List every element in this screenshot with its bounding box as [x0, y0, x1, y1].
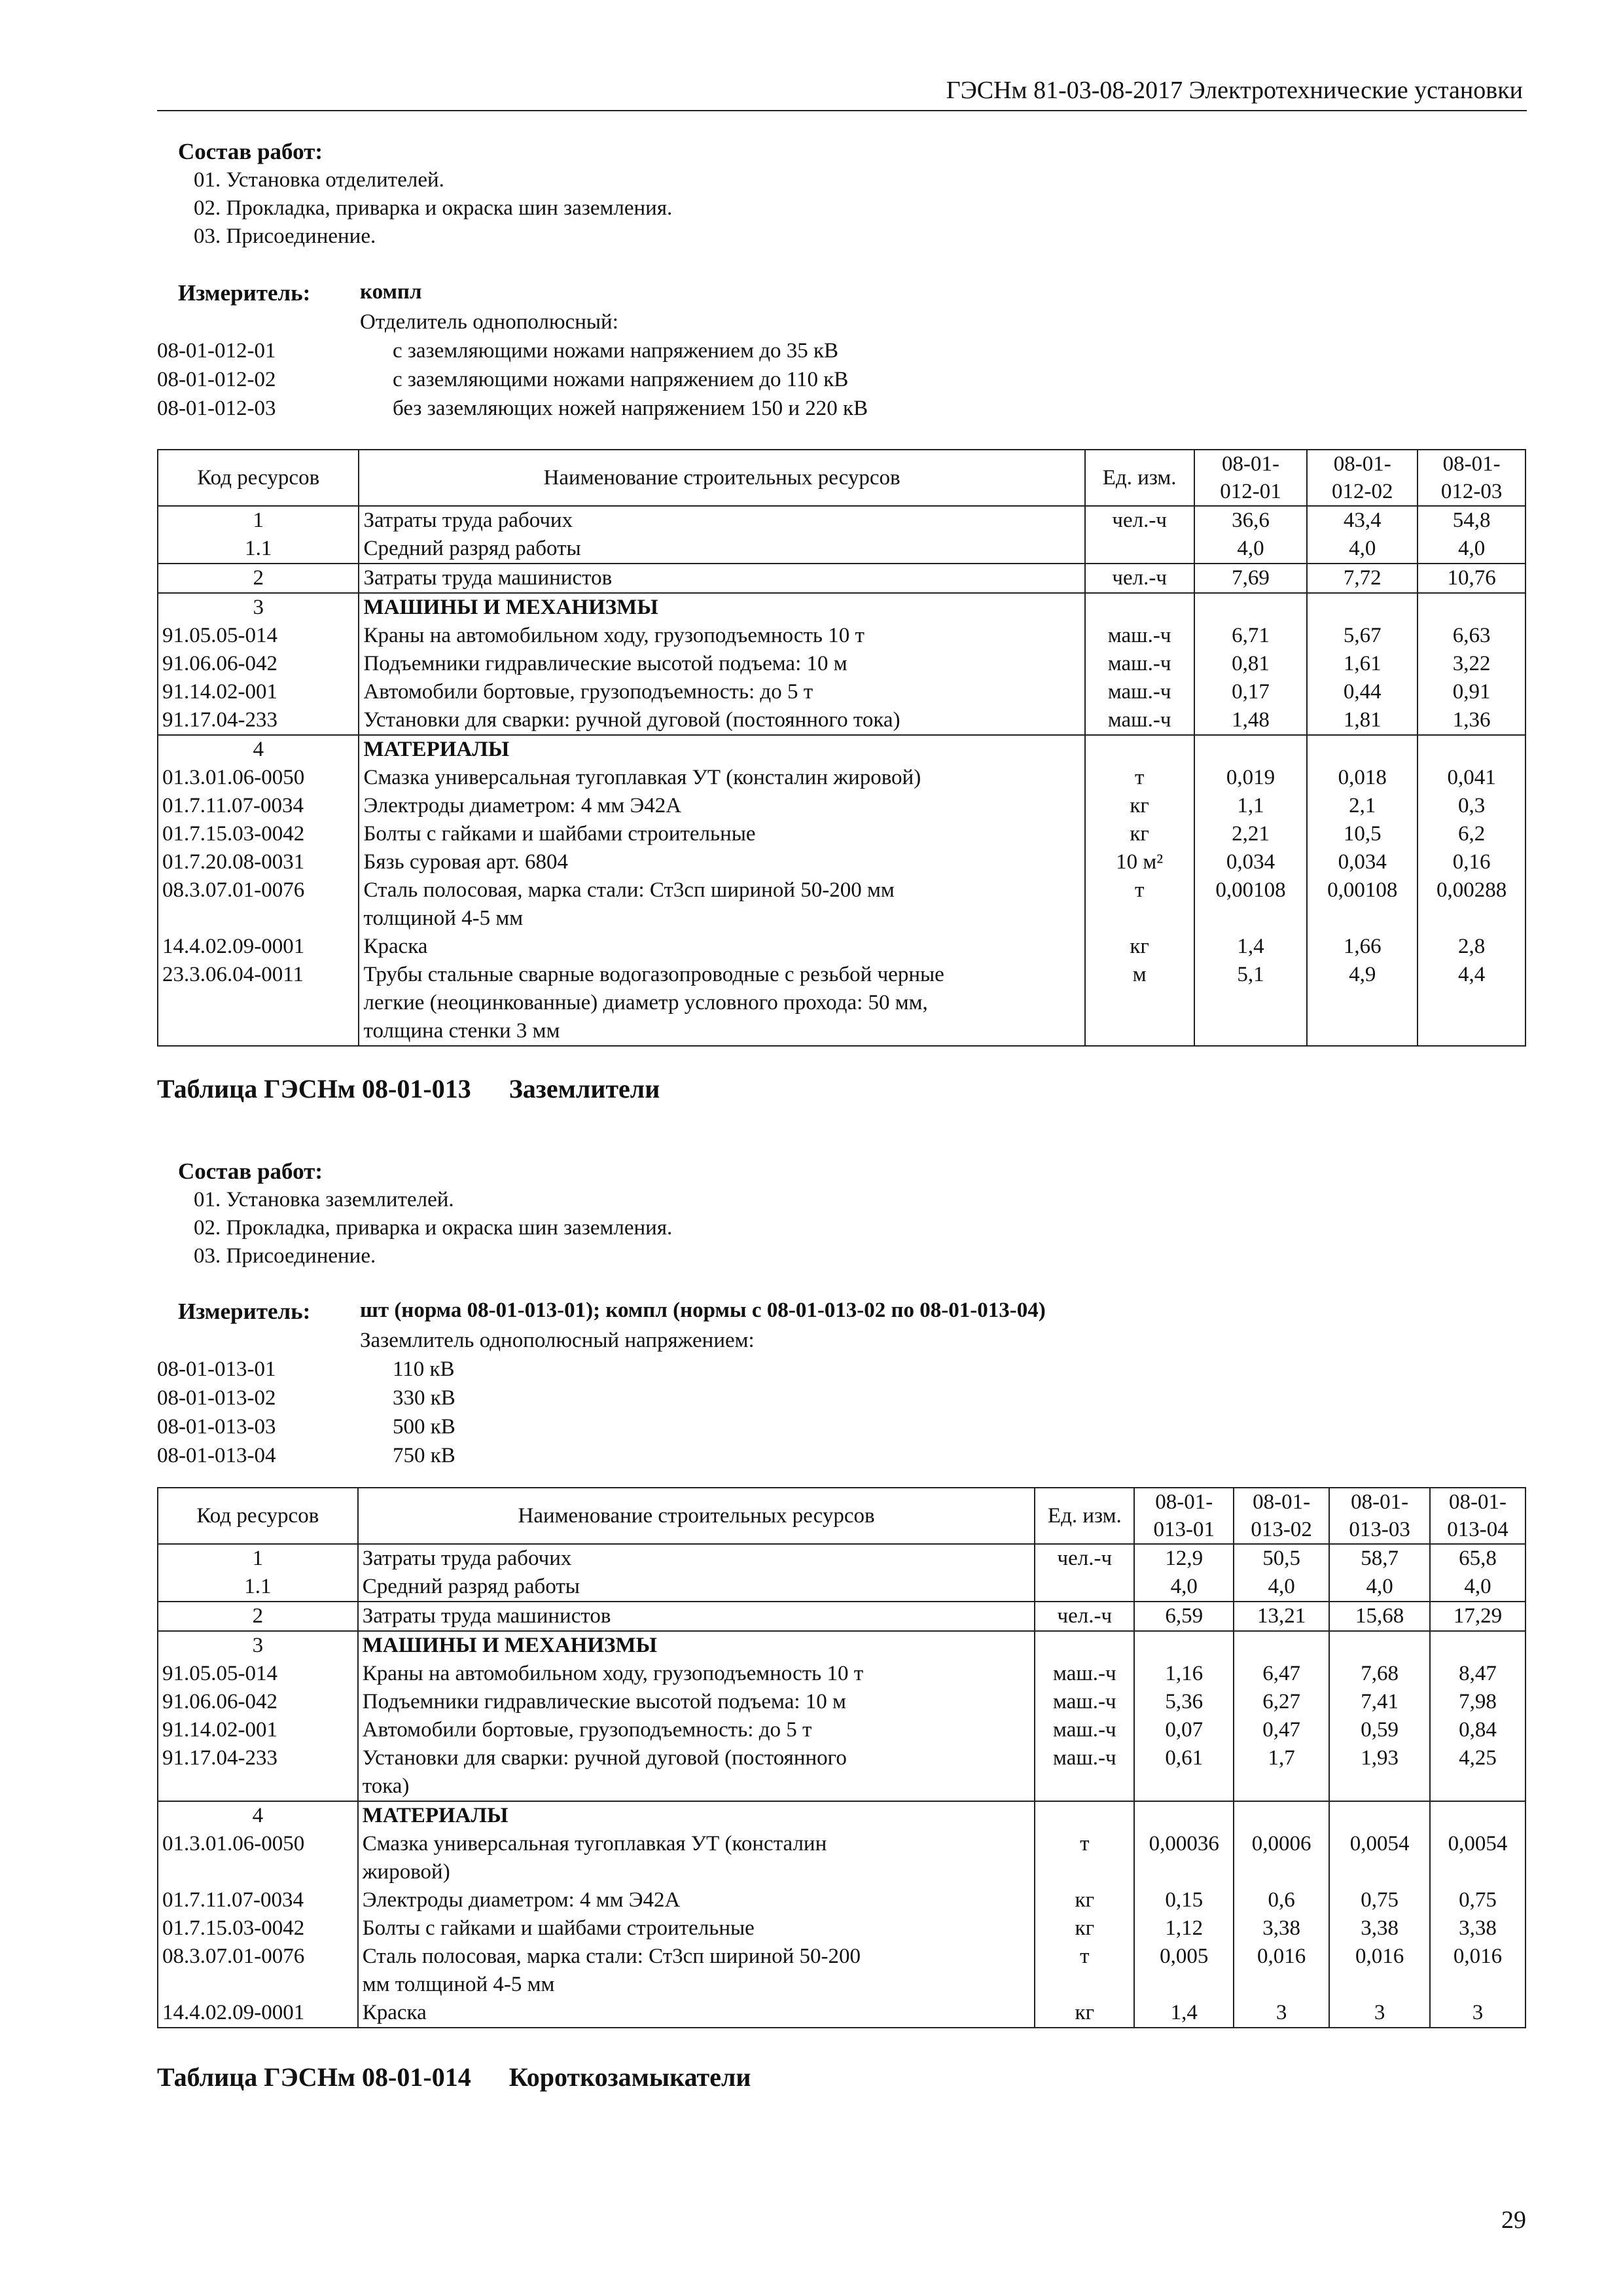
resource-value: 0,016	[1329, 1943, 1430, 1999]
work-composition-title: Состав работ:	[178, 1158, 323, 1184]
column-header: 08-01- 013-02	[1234, 1488, 1329, 1544]
resource-value	[1234, 1801, 1329, 1830]
resource-value: 2,21	[1194, 820, 1308, 848]
resource-code: 01.3.01.06-0050	[158, 1830, 358, 1886]
resource-name: МАШИНЫ И МЕХАНИЗМЫ	[359, 593, 1084, 622]
resource-unit: чел.-ч	[1085, 506, 1194, 535]
resource-value: 3,38	[1329, 1914, 1430, 1943]
resource-code: 14.4.02.09-0001	[158, 1999, 358, 2028]
resource-value: 0,00288	[1418, 876, 1525, 933]
resource-code: 91.17.04-233	[158, 1744, 358, 1801]
resource-name: Сталь полосовая, марка стали: Ст3сп шириной 50-200 мм толщиной 4-5 мм	[358, 1943, 1035, 1999]
resource-value: 7,41	[1329, 1688, 1430, 1716]
resource-value: 6,2	[1418, 820, 1525, 848]
table-row	[158, 1830, 1525, 1886]
resource-value	[1307, 735, 1418, 764]
table-row	[158, 1688, 1525, 1716]
resource-name: Смазка универсальная тугоплавкая УТ (консталин жировой)	[358, 1830, 1035, 1886]
resource-unit: чел.-ч	[1035, 1544, 1134, 1573]
norm-text: 330 кВ	[393, 1386, 455, 1410]
resource-value: 7,98	[1430, 1688, 1525, 1716]
resource-value: 3	[1430, 1999, 1525, 2028]
resource-code: 2	[158, 564, 359, 593]
resource-value: 0,75	[1329, 1886, 1430, 1914]
resource-value: 0,75	[1430, 1886, 1525, 1914]
resource-unit: маш.-ч	[1035, 1744, 1134, 1801]
norm-text: 110 кВ	[393, 1357, 455, 1381]
resource-value: 1,81	[1307, 706, 1418, 735]
resource-value: 8,47	[1430, 1660, 1525, 1688]
resource-value: 15,68	[1329, 1602, 1430, 1631]
resource-value	[1430, 1801, 1525, 1830]
resource-name: Болты с гайками и шайбами строительные	[358, 1914, 1035, 1943]
column-header: 08-01- 012-02	[1307, 450, 1418, 506]
resource-code: 08.3.07.01-0076	[158, 876, 359, 933]
resource-code: 01.3.01.06-0050	[158, 764, 359, 792]
resource-value: 3	[1329, 1999, 1430, 2028]
resource-value: 0,034	[1307, 848, 1418, 876]
column-header: 08-01- 012-01	[1194, 450, 1308, 506]
resource-value: 6,47	[1234, 1660, 1329, 1688]
resource-value: 54,8	[1418, 506, 1525, 535]
table-row	[158, 1573, 1525, 1602]
resource-code: 91.14.02-001	[158, 1716, 358, 1744]
resource-value: 3	[1234, 1999, 1329, 2028]
resource-value: 6,71	[1194, 622, 1308, 650]
resource-value: 1,1	[1194, 792, 1308, 820]
resource-name: Краны на автомобильном ходу, грузоподъемность 10 т	[359, 622, 1084, 650]
resource-code: 01.7.15.03-0042	[158, 820, 359, 848]
table-row	[158, 1914, 1525, 1943]
resource-value: 10,76	[1418, 564, 1525, 593]
resource-value: 4,0	[1194, 535, 1308, 564]
resource-code: 3	[158, 1631, 358, 1660]
resource-value: 7,69	[1194, 564, 1308, 593]
resource-unit: маш.-ч	[1085, 706, 1194, 735]
norm-text: с заземляющими ножами напряжением до 35 кВ	[393, 339, 839, 363]
table-row	[158, 506, 1525, 535]
resource-table-2	[157, 1487, 1526, 2028]
resource-code: 91.06.06-042	[158, 650, 359, 678]
column-header: 08-01- 012-03	[1418, 450, 1525, 506]
norm-text: без заземляющих ножей напряжением 150 и 220 кВ	[393, 397, 868, 420]
table-row	[158, 820, 1525, 848]
table-row	[158, 1660, 1525, 1688]
table-row	[158, 678, 1525, 706]
resource-unit: кг	[1085, 933, 1194, 961]
column-header: Ед. изм.	[1035, 1488, 1134, 1544]
resource-name: Затраты труда рабочих	[359, 506, 1084, 535]
resource-code: 1.1	[158, 1573, 358, 1602]
resource-value: 0,041	[1418, 764, 1525, 792]
resource-value: 1,61	[1307, 650, 1418, 678]
resource-unit: маш.-ч	[1035, 1716, 1134, 1744]
resource-name: Электроды диаметром: 4 мм Э42А	[359, 792, 1084, 820]
resource-unit: кг	[1085, 820, 1194, 848]
resource-value	[1418, 593, 1525, 622]
meter-value: компл	[360, 280, 422, 304]
norm-code: 08-01-013-04	[157, 1444, 276, 1467]
resource-value	[1418, 735, 1525, 764]
norm-code: 08-01-013-03	[157, 1415, 276, 1439]
resource-value: 0,00036	[1134, 1830, 1234, 1886]
column-header: Код ресурсов	[158, 1488, 358, 1544]
resource-value: 0,016	[1430, 1943, 1525, 1999]
column-header: Наименование строительных ресурсов	[358, 1488, 1035, 1544]
table-row	[158, 564, 1525, 593]
resource-unit: т	[1085, 876, 1194, 933]
table-row	[158, 933, 1525, 961]
resource-value: 1,12	[1134, 1914, 1234, 1943]
resource-unit	[1085, 535, 1194, 564]
resource-value: 12,9	[1134, 1544, 1234, 1573]
resource-name: Установки для сварки: ручной дуговой (постоянного тока)	[359, 706, 1084, 735]
resource-unit	[1085, 735, 1194, 764]
resource-value: 4,0	[1307, 535, 1418, 564]
resource-value: 7,72	[1307, 564, 1418, 593]
table-row	[158, 764, 1525, 792]
resource-unit: кг	[1085, 792, 1194, 820]
work-item: 03. Присоединение.	[194, 1244, 376, 1268]
table-row	[158, 593, 1525, 622]
norm-code: 08-01-013-02	[157, 1386, 276, 1410]
resource-value: 5,36	[1134, 1688, 1234, 1716]
resource-code: 4	[158, 735, 359, 764]
resource-code: 14.4.02.09-0001	[158, 933, 359, 961]
resource-value: 0,61	[1134, 1744, 1234, 1801]
resource-value: 1,36	[1418, 706, 1525, 735]
resource-value: 6,27	[1234, 1688, 1329, 1716]
resource-name: Краны на автомобильном ходу, грузоподъемность 10 т	[358, 1660, 1035, 1688]
resource-value: 1,66	[1307, 933, 1418, 961]
resource-value: 4,9	[1307, 961, 1418, 1046]
resource-unit: т	[1085, 764, 1194, 792]
resource-name: Подъемники гидравлические высотой подъема: 10 м	[359, 650, 1084, 678]
column-header: Наименование строительных ресурсов	[359, 450, 1084, 506]
resource-value: 2,1	[1307, 792, 1418, 820]
resource-value: 0,59	[1329, 1716, 1430, 1744]
resource-value: 0,81	[1194, 650, 1308, 678]
resource-name: Краска	[358, 1999, 1035, 2028]
resource-value: 1,93	[1329, 1744, 1430, 1801]
table-row	[158, 961, 1525, 1046]
resource-value: 36,6	[1194, 506, 1308, 535]
resource-unit: т	[1035, 1943, 1134, 1999]
resource-value: 2,8	[1418, 933, 1525, 961]
work-item: 02. Прокладка, приварка и окраска шин заземления.	[194, 196, 673, 220]
norm-text: 500 кВ	[393, 1415, 455, 1439]
resource-name: Затраты труда машинистов	[358, 1602, 1035, 1631]
resource-value: 58,7	[1329, 1544, 1430, 1573]
table-row	[158, 622, 1525, 650]
column-header: 08-01- 013-04	[1430, 1488, 1525, 1544]
resource-value: 0,005	[1134, 1943, 1234, 1999]
work-item: 01. Установка отделителей.	[194, 168, 444, 192]
norm-code: 08-01-013-01	[157, 1357, 276, 1381]
resource-value: 0,019	[1194, 764, 1308, 792]
resource-value: 0,016	[1234, 1943, 1329, 1999]
resource-value: 4,0	[1430, 1573, 1525, 1602]
meter-label: Измеритель:	[178, 280, 311, 306]
resource-value: 7,68	[1329, 1660, 1430, 1688]
resource-value: 0,16	[1418, 848, 1525, 876]
resource-value: 6,63	[1418, 622, 1525, 650]
resource-unit	[1035, 1631, 1134, 1660]
table-row	[158, 1999, 1525, 2028]
table-row	[158, 1602, 1525, 1631]
table-title-name: Заземлители	[508, 1074, 660, 1103]
meter-block-1	[157, 280, 1531, 425]
table-title-2	[157, 1073, 660, 1104]
resource-code: 23.3.06.04-0011	[158, 961, 359, 1046]
resource-name: Средний разряд работы	[358, 1573, 1035, 1602]
table-header-row	[158, 450, 1525, 506]
resource-name: Автомобили бортовые, грузоподъемность: до 5 т	[358, 1716, 1035, 1744]
resource-value: 1,4	[1194, 933, 1308, 961]
meter-description: Отделитель однополюсный:	[360, 310, 618, 334]
resource-name: Затраты труда машинистов	[359, 564, 1084, 593]
resource-name: Установки для сварки: ручной дуговой (постоянного тока)	[358, 1744, 1035, 1801]
resource-value: 4,0	[1329, 1573, 1430, 1602]
resource-code: 91.05.05-014	[158, 1660, 358, 1688]
resource-name: МАТЕРИАЛЫ	[359, 735, 1084, 764]
resource-name: Смазка универсальная тугоплавкая УТ (консталин жировой)	[359, 764, 1084, 792]
resource-name: Средний разряд работы	[359, 535, 1084, 564]
resource-value	[1194, 735, 1308, 764]
page-header	[157, 73, 1527, 111]
table-row	[158, 876, 1525, 933]
resource-value: 50,5	[1234, 1544, 1329, 1573]
resource-value	[1329, 1631, 1430, 1660]
table-title-code: Таблица ГЭСНм 08-01-013	[157, 1074, 471, 1103]
resource-unit: кг	[1035, 1999, 1134, 2028]
resource-value: 1,7	[1234, 1744, 1329, 1801]
work-item: 01. Установка заземлителей.	[194, 1188, 454, 1211]
norm-text: с заземляющими ножами напряжением до 110 кВ	[393, 368, 849, 391]
resource-value: 65,8	[1430, 1544, 1525, 1573]
resource-value: 5,67	[1307, 622, 1418, 650]
meter-label: Измеритель:	[178, 1299, 311, 1324]
resource-value: 0,15	[1134, 1886, 1234, 1914]
resource-unit: чел.-ч	[1085, 564, 1194, 593]
table-row	[158, 1943, 1525, 1999]
norm-code: 08-01-012-02	[157, 368, 276, 391]
resource-value: 0,07	[1134, 1716, 1234, 1744]
work-composition-title: Состав работ:	[178, 139, 323, 164]
resource-name: МАТЕРИАЛЫ	[358, 1801, 1035, 1830]
resource-code: 91.06.06-042	[158, 1688, 358, 1716]
resource-value: 6,59	[1134, 1602, 1234, 1631]
resource-unit	[1035, 1573, 1134, 1602]
resource-value: 0,84	[1430, 1716, 1525, 1744]
page-number: 29	[1501, 2206, 1526, 2234]
norm-code: 08-01-012-01	[157, 339, 276, 363]
resource-value: 0,47	[1234, 1716, 1329, 1744]
resource-value	[1134, 1631, 1234, 1660]
resource-value: 0,0054	[1430, 1830, 1525, 1886]
resource-value: 4,4	[1418, 961, 1525, 1046]
resource-name: Бязь суровая арт. 6804	[359, 848, 1084, 876]
resource-code: 1.1	[158, 535, 359, 564]
resource-name: Сталь полосовая, марка стали: Ст3сп шириной 50-200 мм толщиной 4-5 мм	[359, 876, 1084, 933]
resource-unit: маш.-ч	[1035, 1660, 1134, 1688]
resource-unit: маш.-ч	[1035, 1688, 1134, 1716]
resource-value: 13,21	[1234, 1602, 1329, 1631]
resource-value: 0,91	[1418, 678, 1525, 706]
resource-name: Автомобили бортовые, грузоподъемность: до 5 т	[359, 678, 1084, 706]
resource-value: 0,0006	[1234, 1830, 1329, 1886]
table-row	[158, 1801, 1525, 1830]
resource-code: 91.14.02-001	[158, 678, 359, 706]
resource-code: 1	[158, 1544, 358, 1573]
meter-description: Заземлитель однополюсный напряжением:	[360, 1329, 755, 1352]
resource-value	[1134, 1801, 1234, 1830]
table-row	[158, 535, 1525, 564]
resource-value: 3,22	[1418, 650, 1525, 678]
resource-value: 4,0	[1134, 1573, 1234, 1602]
table-title-3	[157, 2062, 751, 2092]
resource-value: 0,6	[1234, 1886, 1329, 1914]
norm-text: 750 кВ	[393, 1444, 455, 1467]
resource-unit: 10 м²	[1085, 848, 1194, 876]
table-title-code: Таблица ГЭСНм 08-01-014	[157, 2062, 471, 2092]
resource-name: Трубы стальные сварные водогазопроводные с резьбой черные легкие (неоцинкованные) диаметр условного прохода: 50 мм, толщина стенки 3 мм	[359, 961, 1084, 1046]
table-row	[158, 735, 1525, 764]
resource-code: 91.05.05-014	[158, 622, 359, 650]
resource-code: 08.3.07.01-0076	[158, 1943, 358, 1999]
table-row	[158, 1744, 1525, 1801]
table-row	[158, 650, 1525, 678]
table-row	[158, 1544, 1525, 1573]
resource-code: 2	[158, 1602, 358, 1631]
resource-value: 0,17	[1194, 678, 1308, 706]
resource-value: 1,48	[1194, 706, 1308, 735]
resource-value: 43,4	[1307, 506, 1418, 535]
resource-unit	[1085, 593, 1194, 622]
resource-value: 3,38	[1234, 1914, 1329, 1943]
resource-unit: м	[1085, 961, 1194, 1046]
resource-unit: маш.-ч	[1085, 622, 1194, 650]
table-row	[158, 706, 1525, 735]
resource-name: Электроды диаметром: 4 мм Э42А	[358, 1886, 1035, 1914]
resource-code: 01.7.20.08-0031	[158, 848, 359, 876]
resource-unit: чел.-ч	[1035, 1602, 1134, 1631]
resource-value	[1194, 593, 1308, 622]
resource-value	[1430, 1631, 1525, 1660]
resource-value: 17,29	[1430, 1602, 1525, 1631]
resource-value: 1,16	[1134, 1660, 1234, 1688]
resource-value: 3,38	[1430, 1914, 1525, 1943]
resource-unit: маш.-ч	[1085, 650, 1194, 678]
norm-code: 08-01-012-03	[157, 397, 276, 420]
table-row	[158, 792, 1525, 820]
resource-value: 0,00108	[1194, 876, 1308, 933]
resource-value: 4,0	[1418, 535, 1525, 564]
resource-value	[1234, 1631, 1329, 1660]
header-title: ГЭСНм 81-03-08-2017 Электротехнические установки	[946, 77, 1523, 104]
resource-name: Краска	[359, 933, 1084, 961]
resource-name: МАШИНЫ И МЕХАНИЗМЫ	[358, 1631, 1035, 1660]
column-header: 08-01- 013-01	[1134, 1488, 1234, 1544]
resource-value: 10,5	[1307, 820, 1418, 848]
resource-unit: т	[1035, 1830, 1134, 1886]
table-header-row	[158, 1488, 1525, 1544]
resource-code: 3	[158, 593, 359, 622]
resource-value: 0,00108	[1307, 876, 1418, 933]
column-header: Ед. изм.	[1085, 450, 1194, 506]
meter-value: шт (норма 08-01-013-01); компл (нормы с 08-01-013-02 по 08-01-013-04)	[360, 1299, 1046, 1322]
work-item: 03. Присоединение.	[194, 224, 376, 248]
resource-name: Подъемники гидравлические высотой подъема: 10 м	[358, 1688, 1035, 1716]
resource-unit	[1035, 1801, 1134, 1830]
work-item: 02. Прокладка, приварка и окраска шин заземления.	[194, 1216, 673, 1240]
table-title-name: Короткозамыкатели	[508, 2062, 751, 2092]
resource-unit: кг	[1035, 1886, 1134, 1914]
resource-value	[1329, 1801, 1430, 1830]
work-composition-2	[157, 1157, 1531, 1270]
table-row	[158, 1631, 1525, 1660]
resource-code: 01.7.11.07-0034	[158, 1886, 358, 1914]
resource-unit: кг	[1035, 1914, 1134, 1943]
resource-value: 0,0054	[1329, 1830, 1430, 1886]
resource-value: 5,1	[1194, 961, 1308, 1046]
resource-value: 0,44	[1307, 678, 1418, 706]
resource-name: Затраты труда рабочих	[358, 1544, 1035, 1573]
table-row	[158, 848, 1525, 876]
resource-name: Болты с гайками и шайбами строительные	[359, 820, 1084, 848]
table-row	[158, 1716, 1525, 1744]
resource-value: 0,034	[1194, 848, 1308, 876]
resource-code: 01.7.11.07-0034	[158, 792, 359, 820]
resource-value: 4,25	[1430, 1744, 1525, 1801]
meter-block-2	[157, 1299, 1531, 1473]
table-row	[158, 1886, 1525, 1914]
resource-code: 1	[158, 506, 359, 535]
column-header: Код ресурсов	[158, 450, 359, 506]
work-composition-1	[157, 137, 1531, 251]
resource-value: 1,4	[1134, 1999, 1234, 2028]
resource-unit: маш.-ч	[1085, 678, 1194, 706]
resource-value: 4,0	[1234, 1573, 1329, 1602]
resource-table-1	[157, 449, 1526, 1047]
resource-code: 01.7.15.03-0042	[158, 1914, 358, 1943]
column-header: 08-01- 013-03	[1329, 1488, 1430, 1544]
resource-value: 0,3	[1418, 792, 1525, 820]
resource-code: 91.17.04-233	[158, 706, 359, 735]
resource-value: 0,018	[1307, 764, 1418, 792]
resource-value	[1307, 593, 1418, 622]
resource-code: 4	[158, 1801, 358, 1830]
